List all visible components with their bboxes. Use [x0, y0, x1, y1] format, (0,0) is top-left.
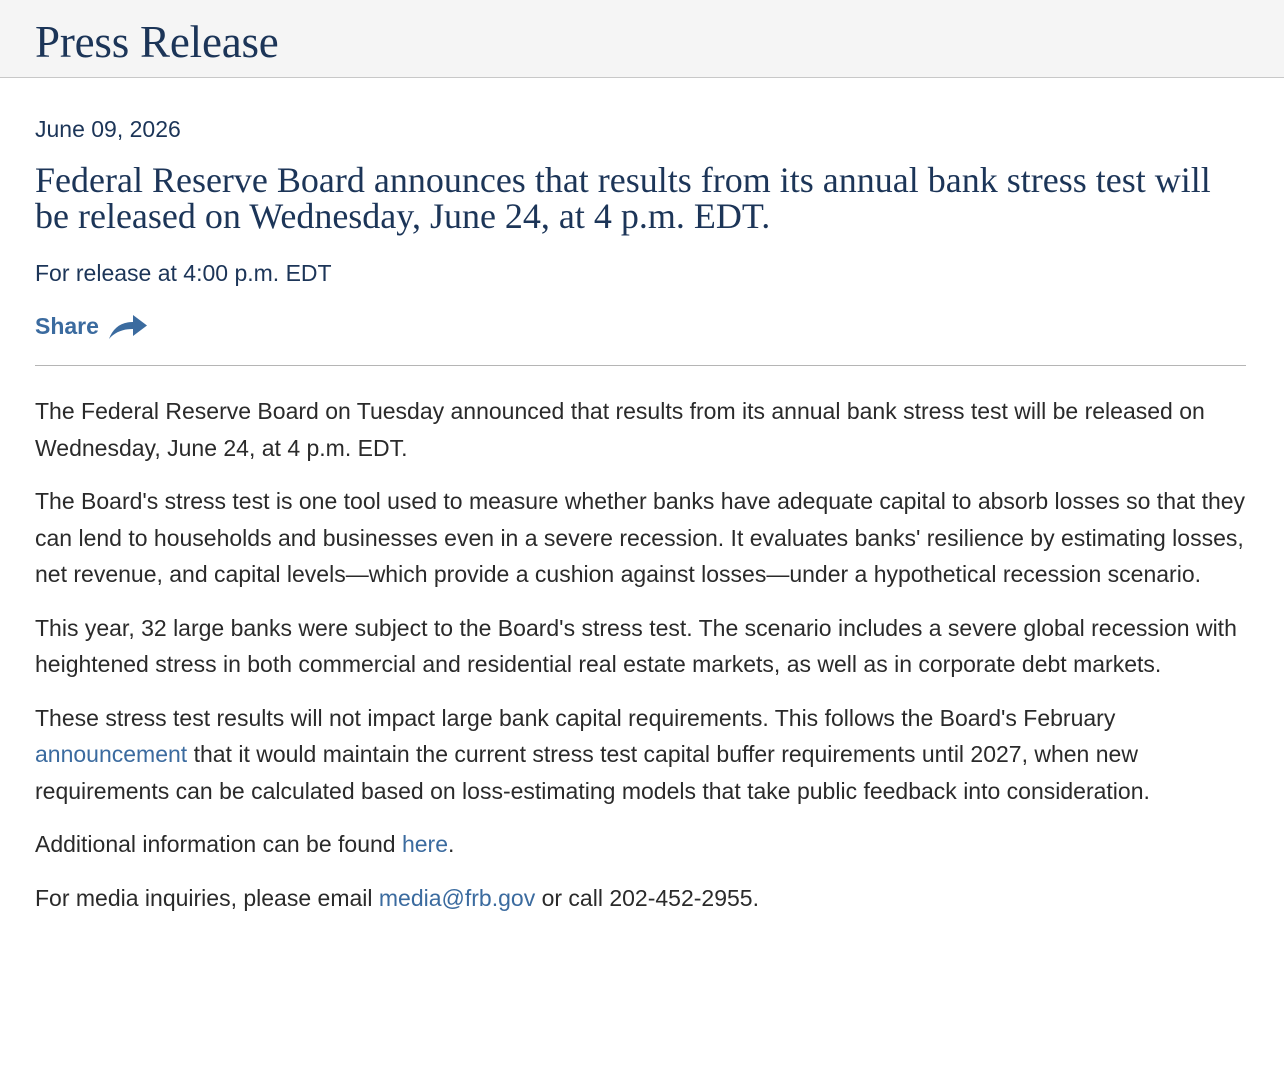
release-body	[35, 393, 1246, 916]
paragraph-4-text-start: These stress test results will not impact large bank capital requirements. This follows the Board's February	[35, 704, 1116, 731]
paragraph-4-text-end: that it would maintain the current stress test capital buffer requirements until 2027, when new requirements can be calculated based on loss-estimating models that take public feedback into consideration.	[35, 741, 1150, 804]
release-date: June 09, 2026	[35, 116, 181, 142]
body-paragraph-3: This year, 32 large banks were subject to the Board's stress test. The scenario includes a severe global recession with heightened stress in both commercial and residential real estate markets, as well as in corporate debt markets.	[35, 614, 1237, 677]
media-email-link[interactable]: media@frb.gov	[378, 884, 536, 911]
additional-info-link[interactable]: here	[401, 831, 449, 857]
page-title: Press Release	[35, 17, 279, 67]
paragraph-6-text-end: or call 202-452-2955.	[535, 884, 759, 911]
body-paragraph-4	[35, 700, 1246, 810]
release-time: For release at 4:00 p.m. EDT	[35, 260, 332, 286]
share-label: Share	[35, 312, 99, 339]
section-divider	[35, 365, 1246, 366]
share-arrow-icon	[107, 311, 149, 341]
release-headline: Federal Reserve Board announces that results from its annual bank stress test will be released on Wednesday, June 24, at 4 p.m. EDT.	[35, 160, 1211, 236]
paragraph-5-text-start: Additional information can be found	[35, 831, 402, 857]
body-paragraph-6	[35, 880, 1246, 917]
announcement-link[interactable]: announcement	[35, 741, 188, 767]
paragraph-6-text-start: For media inquiries, please email	[35, 884, 379, 911]
body-paragraph-2: The Board's stress test is one tool used to measure whether banks have adequate capital to absorb losses so that they can lend to households and businesses even in a severe recession. It evaluates banks' resilience by estimating losses, net revenue, and capital levels—which provide a cushion against losses—under a hypothetical recession scenario.	[35, 488, 1246, 587]
paragraph-5-text-end: .	[448, 831, 455, 857]
share-button[interactable]	[35, 311, 149, 341]
body-paragraph-5	[35, 826, 1246, 863]
press-release-content	[0, 116, 1284, 916]
page-header	[0, 0, 1284, 78]
body-paragraph-1: The Federal Reserve Board on Tuesday announced that results from its annual bank stress test will be released on Wednesday, June 24, at 4 p.m. EDT.	[35, 398, 1205, 461]
